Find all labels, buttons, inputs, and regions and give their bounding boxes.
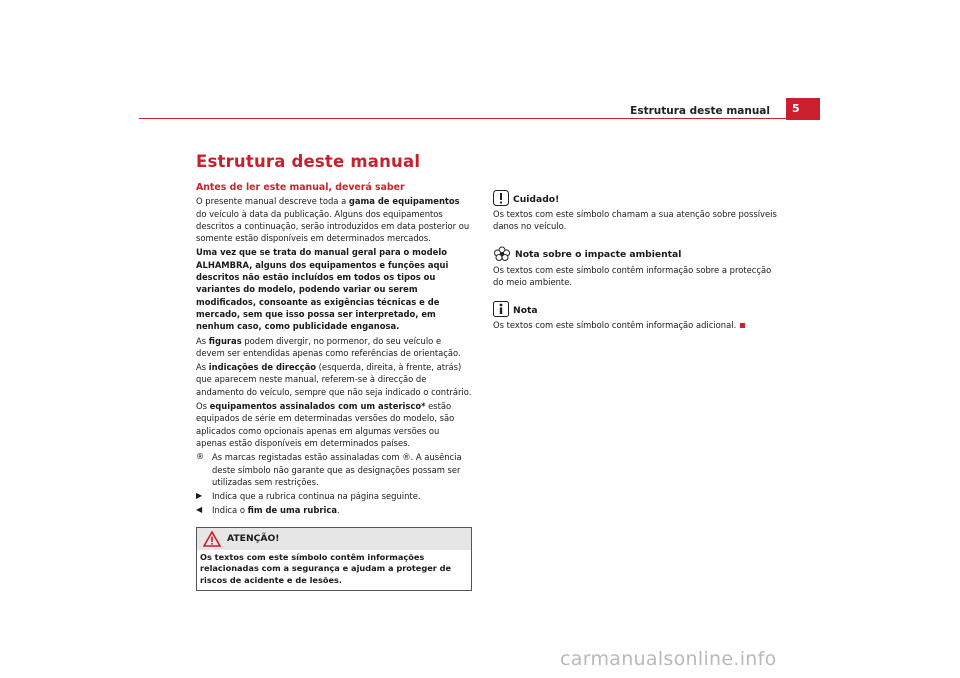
page-title: Estrutura deste manual: [196, 152, 421, 171]
environment-body: Os textos com este símbolo contêm informação sobre a protecção do meio ambiente.: [493, 264, 772, 287]
paragraph-asterisk: [196, 400, 472, 449]
text: (esquerda, direita, à frente, atrás) que aparecem neste manual, referem-se à direcção de andamento do veículo, sempre que não seja indicado o contrário.: [196, 362, 472, 397]
emphasis: indicações de direcção: [208, 362, 316, 373]
text: .: [337, 505, 340, 516]
text: Os: [196, 401, 210, 412]
caution-exclamation-icon: [493, 190, 509, 206]
text: estão equipados de série em determinadas versões do modelo, são aplicados como opcionais apenas em algumas versões ou apenas estão disponíveis em determinados países.: [196, 401, 455, 448]
paragraph-figures: [196, 335, 472, 360]
caution-title: Cuidado!: [513, 193, 560, 205]
info-icon: [493, 301, 509, 317]
header-rule: [139, 118, 820, 119]
emphasis: figuras: [208, 335, 242, 346]
footer-watermark: carmanualsonline.info: [560, 648, 777, 670]
caution-heading: [493, 190, 783, 206]
caution-note: [493, 190, 783, 233]
environment-note: [493, 246, 783, 289]
list-item: [196, 490, 472, 502]
info-title: Nota: [513, 304, 538, 316]
warning-title: ATENÇÃO!: [227, 532, 280, 544]
paragraph-general-model: [196, 246, 472, 332]
text: Indica o: [212, 505, 248, 516]
text: As: [196, 362, 209, 373]
warning-box: [196, 527, 472, 592]
info-heading: [493, 301, 783, 317]
flower-icon: [493, 246, 511, 262]
paragraph-directions: [196, 361, 472, 398]
info-body: [493, 319, 783, 331]
warning-triangle-icon: [203, 531, 221, 547]
text: podem divergir, no pormenor, do seu veículo e devem ser entendidas apenas como referências de orientação.: [196, 335, 461, 358]
list-item: [196, 504, 472, 516]
text: As: [196, 335, 209, 346]
emphasis: Uma vez que se trata do manual geral para o modelo ALHAMBRA, alguns dos equipamentos e funções aqui descritos não estão incluídos em todos os tipos ou variantes do modelo, podendo variar ou serem modificados, consoante as exigências técnicas e de mercado, sem que isso possa ser interpretado, em nenhum caso, como publicidade enganosa.: [196, 247, 449, 332]
warning-header: [197, 528, 471, 550]
environment-title: Nota sobre o impacte ambiental: [515, 249, 682, 261]
list-item: [196, 451, 472, 488]
page-number: 5: [786, 98, 820, 120]
list-text: [212, 504, 340, 516]
section-subheading: Antes de ler este manual, deverá saber: [196, 182, 405, 193]
right-column: [493, 190, 783, 344]
text: O presente manual descreve toda a: [196, 196, 349, 207]
info-note: [493, 301, 783, 331]
list-text: As marcas registadas estão assinaladas com ®. A ausência deste símbolo não garante que as designações possam ser utilizadas sem restrições.: [212, 452, 462, 487]
registered-mark: ®: [196, 452, 204, 462]
arrow-left-icon: ◀: [196, 505, 203, 515]
running-title: Estrutura deste manual: [630, 105, 770, 117]
emphasis: fim de uma rubrica: [247, 505, 338, 516]
warning-body: Os textos com este símbolo contêm informações relacionadas com a segurança e ajudam a proteger de riscos de acidente e de lesões.: [200, 551, 452, 585]
left-column: [196, 182, 472, 591]
list-text: Indica que a rubrica continua na página seguinte.: [212, 491, 421, 502]
emphasis: equipamentos assinalados com um asterisco*: [209, 401, 426, 412]
emphasis: gama de equipamentos: [348, 196, 460, 207]
arrow-right-icon: ▶: [196, 491, 203, 501]
environment-heading: [493, 246, 783, 262]
caution-body: Os textos com este símbolo chamam a sua atenção sobre possíveis danos no veículo.: [493, 209, 777, 232]
text: do veículo à data da publicação. Alguns dos equipamentos descritos a continuação, serão introduzidos em data posterior ou somente estão disponíveis em determinados mercados.: [196, 208, 470, 244]
paragraph-equipment: [196, 195, 472, 244]
end-of-section-icon: [740, 323, 745, 328]
text: Os textos com este símbolo contêm informação adicional.: [493, 320, 737, 331]
